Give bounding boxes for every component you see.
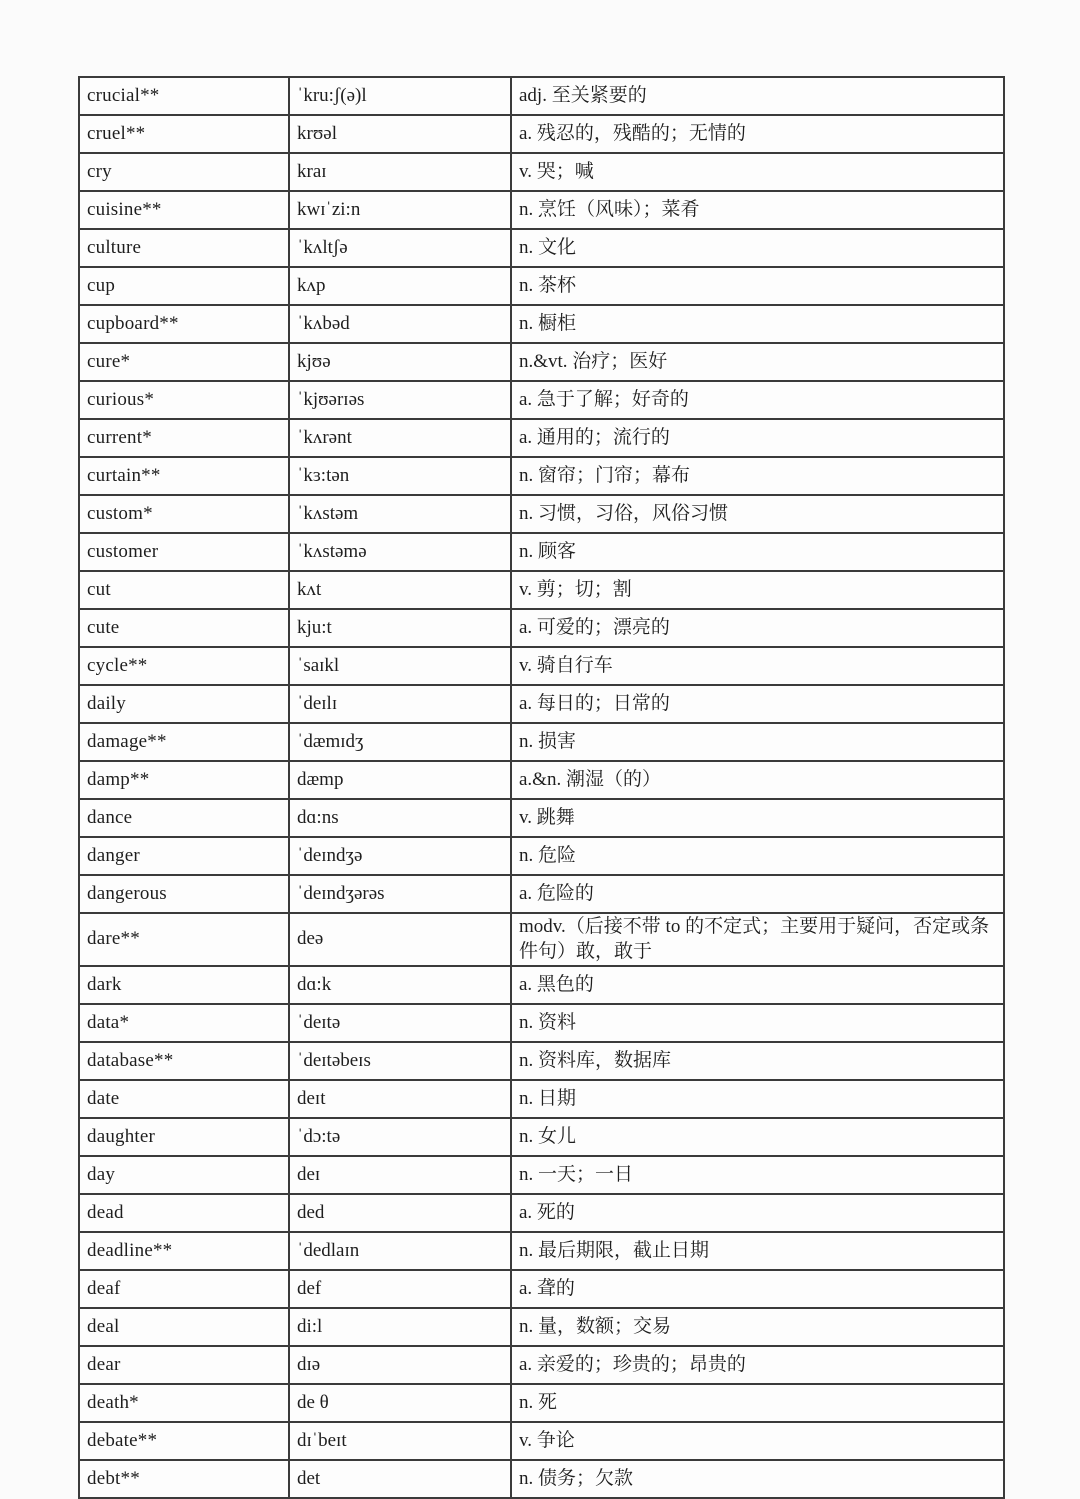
definition-cell: n. 损害	[511, 723, 1004, 761]
word-cell: cry	[79, 153, 289, 191]
phonetic-cell: ˈkʌbəd	[289, 305, 511, 343]
definition-cell: a. 可爱的；漂亮的	[511, 609, 1004, 647]
word-cell: dare**	[79, 913, 289, 966]
word-cell: cuisine**	[79, 191, 289, 229]
definition-cell: n. 死	[511, 1384, 1004, 1422]
phonetic-cell: ˈdæmɪdʒ	[289, 723, 511, 761]
definition-cell: v. 骑自行车	[511, 647, 1004, 685]
word-cell: cup	[79, 267, 289, 305]
phonetic-cell: kʌp	[289, 267, 511, 305]
table-row	[79, 1270, 1004, 1308]
table-row	[79, 966, 1004, 1004]
word-cell: damage**	[79, 723, 289, 761]
definition-cell: v. 跳舞	[511, 799, 1004, 837]
definition-cell: n. 烹饪（风味）；菜肴	[511, 191, 1004, 229]
vocabulary-table	[78, 76, 1005, 1499]
table-row	[79, 837, 1004, 875]
table-row	[79, 1194, 1004, 1232]
table-row	[79, 1156, 1004, 1194]
word-cell: cute	[79, 609, 289, 647]
word-cell: crucial**	[79, 77, 289, 115]
definition-cell: a. 危险的	[511, 875, 1004, 913]
word-cell: custom*	[79, 495, 289, 533]
phonetic-cell: di:l	[289, 1308, 511, 1346]
word-cell: dangerous	[79, 875, 289, 913]
phonetic-cell: kʌt	[289, 571, 511, 609]
table-row	[79, 115, 1004, 153]
table-row	[79, 875, 1004, 913]
definition-cell: n. 茶杯	[511, 267, 1004, 305]
word-cell: debt**	[79, 1460, 289, 1498]
word-cell: data*	[79, 1004, 289, 1042]
definition-cell: n. 文化	[511, 229, 1004, 267]
phonetic-cell: dɑ:ns	[289, 799, 511, 837]
definition-cell: n. 橱柜	[511, 305, 1004, 343]
table-row	[79, 381, 1004, 419]
definition-cell: a. 黑色的	[511, 966, 1004, 1004]
table-row	[79, 1080, 1004, 1118]
phonetic-cell: ˈkjʊərɪəs	[289, 381, 511, 419]
phonetic-cell: kju:t	[289, 609, 511, 647]
definition-cell: n. 顾客	[511, 533, 1004, 571]
phonetic-cell: dɑ:k	[289, 966, 511, 1004]
phonetic-cell: ˈdɔ:tə	[289, 1118, 511, 1156]
table-row	[79, 1422, 1004, 1460]
table-row	[79, 723, 1004, 761]
phonetic-cell: krʊəl	[289, 115, 511, 153]
phonetic-cell: deɪt	[289, 1080, 511, 1118]
definition-cell: a. 聋的	[511, 1270, 1004, 1308]
word-cell: cycle**	[79, 647, 289, 685]
phonetic-cell: deɪ	[289, 1156, 511, 1194]
definition-cell: n. 日期	[511, 1080, 1004, 1118]
definition-cell: n. 女儿	[511, 1118, 1004, 1156]
phonetic-cell: ˈdeɪlɪ	[289, 685, 511, 723]
definition-cell: v. 哭；喊	[511, 153, 1004, 191]
definition-cell: v. 争论	[511, 1422, 1004, 1460]
table-row	[79, 153, 1004, 191]
phonetic-cell: ded	[289, 1194, 511, 1232]
phonetic-cell: ˈdedlaɪn	[289, 1232, 511, 1270]
word-cell: cruel**	[79, 115, 289, 153]
word-cell: cure*	[79, 343, 289, 381]
phonetic-cell: kwɪˈzi:n	[289, 191, 511, 229]
table-row	[79, 1384, 1004, 1422]
phonetic-cell: kraɪ	[289, 153, 511, 191]
table-row	[79, 229, 1004, 267]
word-cell: culture	[79, 229, 289, 267]
word-cell: dead	[79, 1194, 289, 1232]
word-cell: day	[79, 1156, 289, 1194]
phonetic-cell: ˈdeɪndʒə	[289, 837, 511, 875]
definition-cell: n. 危险	[511, 837, 1004, 875]
vocabulary-table-body	[79, 77, 1004, 1498]
definition-cell: n. 窗帘；门帘；幕布	[511, 457, 1004, 495]
phonetic-cell: deə	[289, 913, 511, 966]
word-cell: curious*	[79, 381, 289, 419]
word-cell: dance	[79, 799, 289, 837]
definition-cell: n. 最后期限，截止日期	[511, 1232, 1004, 1270]
table-row	[79, 1118, 1004, 1156]
word-cell: current*	[79, 419, 289, 457]
phonetic-cell: ˈsaɪkl	[289, 647, 511, 685]
definition-cell: modv.（后接不带 to 的不定式；主要用于疑问，否定或条件句）敢，敢于	[511, 913, 1004, 966]
definition-cell: n. 债务；欠款	[511, 1460, 1004, 1498]
phonetic-cell: ˈkʌstəmə	[289, 533, 511, 571]
table-row	[79, 609, 1004, 647]
table-row	[79, 1460, 1004, 1498]
table-row	[79, 647, 1004, 685]
phonetic-cell: kjʊə	[289, 343, 511, 381]
definition-cell: a. 死的	[511, 1194, 1004, 1232]
word-cell: debate**	[79, 1422, 289, 1460]
table-row	[79, 913, 1004, 966]
phonetic-cell: ˈkɜ:tən	[289, 457, 511, 495]
table-row	[79, 571, 1004, 609]
table-row	[79, 799, 1004, 837]
definition-cell: a. 残忍的，残酷的；无情的	[511, 115, 1004, 153]
table-row	[79, 1308, 1004, 1346]
definition-cell: n. 一天；一日	[511, 1156, 1004, 1194]
table-row	[79, 343, 1004, 381]
table-row	[79, 1346, 1004, 1384]
word-cell: customer	[79, 533, 289, 571]
phonetic-cell: ˈkʌltʃə	[289, 229, 511, 267]
phonetic-cell: de θ	[289, 1384, 511, 1422]
table-row	[79, 761, 1004, 799]
word-cell: cut	[79, 571, 289, 609]
word-cell: daily	[79, 685, 289, 723]
definition-cell: n. 习惯，习俗，风俗习惯	[511, 495, 1004, 533]
phonetic-cell: dæmp	[289, 761, 511, 799]
definition-cell: a. 急于了解；好奇的	[511, 381, 1004, 419]
definition-cell: a. 亲爱的；珍贵的；昂贵的	[511, 1346, 1004, 1384]
word-cell: dear	[79, 1346, 289, 1384]
table-row	[79, 495, 1004, 533]
word-cell: death*	[79, 1384, 289, 1422]
word-cell: date	[79, 1080, 289, 1118]
table-row	[79, 419, 1004, 457]
word-cell: deal	[79, 1308, 289, 1346]
table-row	[79, 685, 1004, 723]
phonetic-cell: ˈkʌstəm	[289, 495, 511, 533]
definition-cell: adj. 至关紧要的	[511, 77, 1004, 115]
definition-cell: n. 资料库，数据库	[511, 1042, 1004, 1080]
phonetic-cell: ˈdeɪtə	[289, 1004, 511, 1042]
table-row	[79, 77, 1004, 115]
table-row	[79, 1232, 1004, 1270]
word-cell: danger	[79, 837, 289, 875]
table-row	[79, 1042, 1004, 1080]
phonetic-cell: ˈkru:ʃ(ə)l	[289, 77, 511, 115]
word-cell: dark	[79, 966, 289, 1004]
phonetic-cell: dɪə	[289, 1346, 511, 1384]
word-cell: damp**	[79, 761, 289, 799]
table-row	[79, 267, 1004, 305]
phonetic-cell: ˈkʌrənt	[289, 419, 511, 457]
table-row	[79, 305, 1004, 343]
definition-cell: v. 剪；切；割	[511, 571, 1004, 609]
definition-cell: a. 通用的；流行的	[511, 419, 1004, 457]
word-cell: deaf	[79, 1270, 289, 1308]
definition-cell: a.&n. 潮湿（的）	[511, 761, 1004, 799]
phonetic-cell: dɪˈbeɪt	[289, 1422, 511, 1460]
table-row	[79, 1004, 1004, 1042]
phonetic-cell: det	[289, 1460, 511, 1498]
word-cell: deadline**	[79, 1232, 289, 1270]
word-cell: database**	[79, 1042, 289, 1080]
phonetic-cell: def	[289, 1270, 511, 1308]
word-cell: daughter	[79, 1118, 289, 1156]
word-cell: cupboard**	[79, 305, 289, 343]
phonetic-cell: ˈdeɪtəbeɪs	[289, 1042, 511, 1080]
definition-cell: n. 量，数额；交易	[511, 1308, 1004, 1346]
phonetic-cell: ˈdeɪndʒərəs	[289, 875, 511, 913]
word-cell: curtain**	[79, 457, 289, 495]
definition-cell: n.&vt. 治疗；医好	[511, 343, 1004, 381]
table-row	[79, 191, 1004, 229]
table-row	[79, 533, 1004, 571]
definition-cell: a. 每日的；日常的	[511, 685, 1004, 723]
definition-cell: n. 资料	[511, 1004, 1004, 1042]
table-row	[79, 457, 1004, 495]
